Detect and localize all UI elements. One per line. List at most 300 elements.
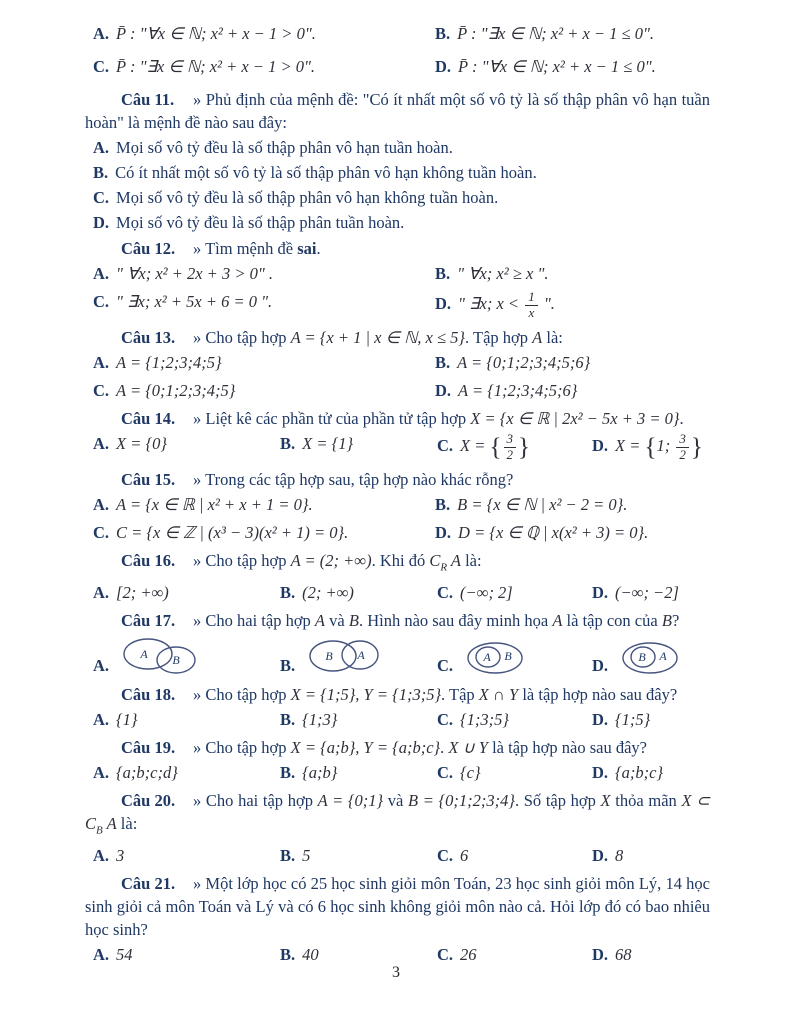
answer-option <box>93 262 435 285</box>
question-stem <box>193 470 513 489</box>
math-segment: B <box>348 611 359 631</box>
math-segment: 3 <box>116 846 125 866</box>
answer-option <box>437 708 592 731</box>
fraction: $\frac{3}{2}$ <box>676 432 689 463</box>
math-segment: } <box>690 434 703 462</box>
venn-nested-diagram <box>465 638 527 678</box>
text-segment: Mọi số vô tỷ đều là số thập phân tuần hoàn. <box>116 213 405 232</box>
text-segment: là tập hợp nào sau đây? <box>518 685 678 705</box>
option-content <box>458 57 656 76</box>
text-segment: » Cho tập hợp <box>193 685 291 705</box>
option-content <box>116 24 316 43</box>
options-row <box>85 761 710 784</box>
answer-option <box>592 761 710 784</box>
option-letter: C. <box>437 945 454 965</box>
option-content <box>302 434 353 453</box>
answer-option <box>435 493 710 516</box>
answer-option <box>280 636 437 677</box>
text-segment: . <box>679 408 684 428</box>
math-segment: A = {x ∈ ℝ | x² + x + 1 = 0}. <box>116 494 313 514</box>
svg-text:B: B <box>638 650 646 665</box>
option-letter: A. <box>93 494 110 514</box>
option-content <box>615 763 663 782</box>
option-content <box>116 945 133 964</box>
option-letter: A. <box>93 352 110 372</box>
text-segment: Có ít nhất một số vô tỷ là số thập phân vô hạn không tuần hoàn. <box>115 163 537 182</box>
math-segment: {a;b} <box>302 763 338 783</box>
question-14 <box>85 407 710 463</box>
answer-option <box>93 55 435 78</box>
math-segment: P̄ : "∀x ∈ ℕ; x² + x − 1 > 0". <box>116 24 316 43</box>
math-segment: R <box>440 561 448 574</box>
text-segment: . Hình nào sau đây minh họa <box>358 611 553 631</box>
text-segment: và <box>325 611 349 631</box>
option-content <box>115 163 537 182</box>
fraction: $\frac{3}{2}$ <box>504 432 517 463</box>
option-letter: B. <box>280 763 296 783</box>
question-15 <box>85 468 710 544</box>
answer-option <box>93 351 435 374</box>
answer-option <box>280 844 437 867</box>
math-segment: D = {x ∈ ℚ | x(x² + 3) = 0}. <box>458 522 649 542</box>
option-letter: C. <box>93 57 110 76</box>
math-segment: A <box>314 611 326 631</box>
venn-nested-diagram <box>620 638 682 678</box>
option-content <box>460 945 477 964</box>
option-letter: C. <box>437 583 454 603</box>
math-segment: B <box>96 824 103 837</box>
question-paragraph <box>85 789 710 842</box>
text-segment: Mọi số vô tỷ đều là số thập phân vô hạn tuần hoàn. <box>116 138 453 157</box>
option-content <box>458 523 648 542</box>
option-letter: C. <box>93 380 110 400</box>
answer-option <box>85 161 710 184</box>
text-segment: là: <box>542 327 563 347</box>
option-content <box>615 583 679 602</box>
option-content <box>460 710 509 729</box>
option-content <box>302 763 337 782</box>
question-19 <box>85 736 710 784</box>
question-label: Câu 21. <box>121 874 176 894</box>
text-segment: Mọi số vô tỷ đều là số thập phân vô hạn không tuần hoàn. <box>116 188 499 207</box>
option-content <box>116 523 348 542</box>
option-letter: D. <box>435 380 452 400</box>
option-letter: A. <box>93 583 110 603</box>
text-segment: » Cho hai tập hợp <box>193 611 315 631</box>
options-row <box>85 290 710 321</box>
math-segment: X ∩ Y <box>478 685 519 705</box>
text-segment: . <box>440 738 449 758</box>
option-letter: D. <box>592 710 609 730</box>
question-paragraph <box>85 683 710 706</box>
option-letter: A. <box>93 656 110 676</box>
answer-option <box>435 351 710 374</box>
math-segment: X ∪ Y <box>448 738 488 758</box>
option-content <box>615 846 623 865</box>
options-row <box>85 432 710 463</box>
question-18 <box>85 683 710 731</box>
fraction: $\frac{1}{x}$ <box>525 290 538 321</box>
text-segment: » Một lớp học có 25 học sinh giỏi môn Toán, 23 học sinh giỏi môn Lý, 14 học sinh giỏi cả môn Toán và Lý và có 6 học sinh không giỏi môn nào cả. Hỏi lớp đó có bao nhiêu học sinh? <box>85 874 710 940</box>
answer-option <box>437 844 592 867</box>
math-segment: " ∀x; x² ≥ x ". <box>457 264 549 283</box>
option-letter: D. <box>592 846 609 866</box>
option-letter: C. <box>437 846 454 866</box>
answer-option <box>435 22 710 45</box>
option-content <box>302 945 319 964</box>
text-segment: ? <box>671 611 680 631</box>
answer-option <box>437 943 592 966</box>
option-letter: D. <box>435 294 452 314</box>
answer-option <box>437 432 592 463</box>
text-segment: là: <box>116 814 138 834</box>
question-label: Câu 19. <box>121 738 176 758</box>
question-paragraph <box>85 468 710 491</box>
math-segment: B = {0;1;2;3;4} <box>407 791 515 811</box>
option-content <box>116 292 272 311</box>
text-segment: » Cho hai tập hợp <box>193 791 318 811</box>
option-letter: A. <box>93 138 110 157</box>
text-segment: » Phủ định của mệnh đề: "Có ít nhất một số vô tỷ là số thập phân vô hạn tuần hoàn" là mệnh đề nào sau đây: <box>85 90 710 132</box>
math-segment: 26 <box>460 945 477 965</box>
answer-option <box>93 943 280 966</box>
math-segment: } <box>518 434 531 462</box>
answer-option <box>93 844 280 867</box>
question-16 <box>85 549 710 604</box>
math-segment: X = {0} <box>116 433 167 453</box>
option-letter: C. <box>437 763 454 783</box>
text-segment: » Cho tập hợp <box>193 327 291 347</box>
math-segment: C = {x ∈ ℤ | (x³ − 3)(x² + 1) = 0}. <box>116 522 349 542</box>
math-segment: 54 <box>116 945 133 965</box>
option-content <box>116 763 178 782</box>
question-label: Câu 17. <box>121 611 176 631</box>
svg-text:B: B <box>325 649 333 664</box>
option-content <box>116 264 273 283</box>
option-letter: A. <box>93 763 110 783</box>
math-segment: A <box>532 327 543 347</box>
math-segment: {1;3} <box>302 710 338 730</box>
math-segment: 8 <box>615 846 624 866</box>
math-segment: {1;5} <box>615 710 651 730</box>
math-segment: { <box>489 434 502 462</box>
answer-option <box>280 432 437 463</box>
venn-overlap-diagram <box>307 636 383 678</box>
question-paragraph <box>85 88 710 134</box>
math-segment: ". <box>539 294 555 314</box>
answer-option <box>93 636 280 677</box>
text-segment: » Liệt kê các phần tử của phần tử tập hợp <box>193 408 471 428</box>
option-letter: D. <box>435 522 452 542</box>
option-letter: B. <box>280 583 296 603</box>
option-letter: B. <box>280 433 296 453</box>
question-stem <box>193 738 647 757</box>
option-content <box>457 495 627 514</box>
math-segment: X = <box>460 436 490 456</box>
option-content <box>116 495 313 514</box>
math-segment: A = {x + 1 | x ∈ ℕ, x ≤ 5} <box>290 327 466 347</box>
text-segment: và <box>383 791 408 811</box>
option-content <box>116 57 315 76</box>
answer-option <box>592 636 710 677</box>
math-segment: A <box>552 611 563 631</box>
option-content <box>460 430 531 462</box>
option-content <box>457 353 590 372</box>
math-segment: (−∞; −2] <box>615 583 679 603</box>
option-letter: A. <box>93 264 110 283</box>
text-segment: là: <box>460 550 482 570</box>
text-segment: . <box>316 239 321 258</box>
text-segment: » Trong các tập hợp sau, tập hợp nào khác rỗng? <box>193 469 514 489</box>
answer-option <box>93 493 435 516</box>
option-content <box>460 846 468 865</box>
math-segment: " ∃x; x < <box>458 294 524 314</box>
math-segment: {a;b;c} <box>615 763 664 783</box>
option-content <box>116 188 498 207</box>
options-row <box>85 943 710 966</box>
options-row <box>85 55 710 78</box>
option-letter: D. <box>592 945 609 965</box>
option-letter: B. <box>280 945 296 965</box>
math-segment: {c} <box>460 763 481 783</box>
math-segment: X = <box>615 436 645 456</box>
text-segment: . Số tập hợp <box>514 791 601 811</box>
option-letter: D. <box>592 656 609 676</box>
option-content <box>116 710 137 729</box>
text-segment: » Cho tập hợp <box>193 550 291 570</box>
question-label: Câu 12. <box>121 239 176 258</box>
question-20 <box>85 789 710 867</box>
answer-option <box>93 708 280 731</box>
option-letter: B. <box>280 656 296 676</box>
question-label: Câu 13. <box>121 327 176 347</box>
math-segment: A <box>447 550 461 570</box>
question-paragraph <box>85 549 710 579</box>
option-content <box>116 381 235 400</box>
question-stem <box>193 239 321 258</box>
math-segment: 5 <box>302 846 311 866</box>
answer-option <box>93 379 435 402</box>
option-letter: B. <box>280 846 296 866</box>
svg-text:A: A <box>357 648 365 663</box>
text-segment: sai <box>297 239 317 258</box>
math-segment: " ∃x; x² + 5x + 6 = 0 ". <box>116 292 273 311</box>
option-letter: A. <box>93 710 110 730</box>
question-label: Câu 11. <box>121 90 175 109</box>
answer-option <box>93 581 280 604</box>
option-content <box>116 846 124 865</box>
answer-option <box>280 761 437 784</box>
math-segment: {1;3;5} <box>460 710 509 730</box>
question-stem <box>193 409 684 428</box>
question-label: Câu 18. <box>121 685 176 705</box>
text-segment: là tập hợp nào sau đây? <box>487 738 647 758</box>
options-row <box>85 708 710 731</box>
answer-option <box>85 186 710 209</box>
answer-option <box>437 636 592 677</box>
question-stem <box>193 550 482 574</box>
option-content <box>615 430 703 462</box>
option-content <box>458 381 577 400</box>
question-paragraph <box>85 407 710 430</box>
math-segment: A = {0;1} <box>317 791 384 811</box>
math-segment: {1} <box>116 710 138 730</box>
options-row <box>85 521 710 544</box>
math-segment: X = {a;b}, Y = {a;b;c} <box>290 738 441 758</box>
answer-option <box>592 708 710 731</box>
option-letter: D. <box>592 763 609 783</box>
answer-option <box>437 581 592 604</box>
option-content <box>116 213 404 232</box>
question-label: Câu 14. <box>121 408 176 428</box>
math-segment: 68 <box>615 945 632 965</box>
answer-option <box>437 761 592 784</box>
question-stem <box>193 685 677 704</box>
question-paragraph <box>85 237 710 260</box>
page-number: 3 <box>392 964 400 981</box>
option-letter: A. <box>93 945 110 965</box>
option-content <box>116 138 453 157</box>
text-segment: thỏa mãn <box>610 791 682 811</box>
option-letter: D. <box>592 436 609 456</box>
math-segment: [2; +∞) <box>116 583 169 603</box>
answer-option <box>93 432 280 463</box>
answer-option <box>280 943 437 966</box>
math-segment: A = (2; +∞) <box>290 550 372 570</box>
question-stem <box>193 328 563 347</box>
math-segment: 6 <box>460 846 469 866</box>
answer-option <box>592 432 710 463</box>
option-letter: C. <box>437 656 454 676</box>
question-label: Câu 15. <box>121 469 176 489</box>
option-letter: C. <box>437 710 454 730</box>
math-segment: A = {1;2;3;4;5;6} <box>458 380 578 400</box>
answer-option <box>592 581 710 604</box>
options-row <box>85 262 710 285</box>
text-segment: là tập con của <box>562 611 662 631</box>
svg-text:A: A <box>140 647 148 662</box>
option-content <box>116 434 167 453</box>
question-12 <box>85 237 710 321</box>
option-content <box>302 846 310 865</box>
option-letter: C. <box>437 436 454 456</box>
math-segment: P̄ : "∀x ∈ ℕ; x² + x − 1 ≤ 0". <box>458 57 656 76</box>
question-stem <box>193 611 679 630</box>
text-segment: » Cho tập hợp <box>193 738 291 758</box>
answer-option <box>93 22 435 45</box>
question-paragraph <box>85 872 710 941</box>
question-21 <box>85 872 710 966</box>
options-row <box>85 844 710 867</box>
question-label: Câu 16. <box>121 550 176 570</box>
answer-option <box>280 581 437 604</box>
option-letter: B. <box>435 494 451 514</box>
math-segment: {a;b;c;d} <box>116 763 178 783</box>
answer-option <box>435 379 710 402</box>
option-letter: B. <box>435 264 451 283</box>
question-paragraph <box>85 736 710 759</box>
option-letter: B. <box>435 352 451 372</box>
math-segment: B <box>661 611 672 631</box>
answer-option <box>280 708 437 731</box>
option-content <box>460 763 481 782</box>
question-13 <box>85 326 710 402</box>
answer-option <box>93 290 435 321</box>
option-letter: B. <box>280 710 296 730</box>
question-paragraph <box>85 609 710 632</box>
svg-text:A: A <box>659 649 667 664</box>
math-segment: P̄ : "∃x ∈ ℕ; x² + x − 1 > 0". <box>116 57 316 76</box>
options-row <box>85 493 710 516</box>
venn-overlap-diagram <box>121 636 199 678</box>
option-content <box>458 289 555 320</box>
svg-text:B: B <box>172 653 180 668</box>
options-row <box>85 581 710 604</box>
option-content <box>460 583 513 602</box>
math-segment: A = {1;2;3;4;5} <box>116 352 222 372</box>
answer-option <box>85 136 710 159</box>
option-content <box>615 945 632 964</box>
answer-option <box>93 521 435 544</box>
option-letter: A. <box>93 24 110 43</box>
math-segment: X = {1;5}, Y = {1;3;5} <box>290 685 442 705</box>
question-17 <box>85 609 710 677</box>
option-letter: C. <box>93 188 110 207</box>
math-segment: A <box>102 814 117 834</box>
question-paragraph <box>85 326 710 349</box>
option-content <box>302 710 337 729</box>
answer-option <box>592 943 710 966</box>
math-segment: (−∞; 2] <box>460 583 513 603</box>
answer-option <box>435 290 710 321</box>
option-letter: B. <box>435 24 451 43</box>
math-segment: X <box>600 791 611 811</box>
option-content <box>457 24 654 43</box>
answer-option <box>85 211 710 234</box>
answer-option <box>435 55 710 78</box>
text-segment: » Tìm mệnh đề <box>193 239 298 258</box>
options-row <box>85 379 710 402</box>
option-content <box>457 264 548 283</box>
math-segment: X = {1} <box>302 433 354 453</box>
options-row <box>85 351 710 374</box>
option-content <box>302 583 354 602</box>
math-segment: A = {0;1;2;3;4;5} <box>116 380 236 400</box>
text-segment: . Khi đó <box>371 550 430 570</box>
math-segment: (2; +∞) <box>302 583 354 603</box>
answer-option <box>435 262 710 285</box>
math-segment: { <box>644 434 657 462</box>
option-letter: A. <box>93 433 110 453</box>
math-segment: P̄ : "∃x ∈ ℕ; x² + x − 1 ≤ 0". <box>457 24 655 43</box>
math-segment: " ∀x; x² + 2x + 3 > 0" . <box>116 264 274 283</box>
math-segment: 40 <box>302 945 319 965</box>
svg-text:A: A <box>483 650 491 665</box>
math-segment: X ⊂ C <box>85 791 711 834</box>
option-content <box>116 353 222 372</box>
text-segment: . Tập hợp <box>465 327 533 347</box>
math-segment: X = {x ∈ ℝ | 2x² − 5x + 3 = 0} <box>470 408 680 428</box>
answer-option <box>592 844 710 867</box>
options-row <box>85 636 710 677</box>
option-letter: B. <box>93 163 109 182</box>
question-label: Câu 20. <box>121 791 176 811</box>
option-letter: D. <box>93 213 110 232</box>
option-letter: D. <box>592 583 609 603</box>
math-segment: C <box>429 550 441 570</box>
option-letter: A. <box>93 846 110 866</box>
options-row <box>85 22 710 45</box>
